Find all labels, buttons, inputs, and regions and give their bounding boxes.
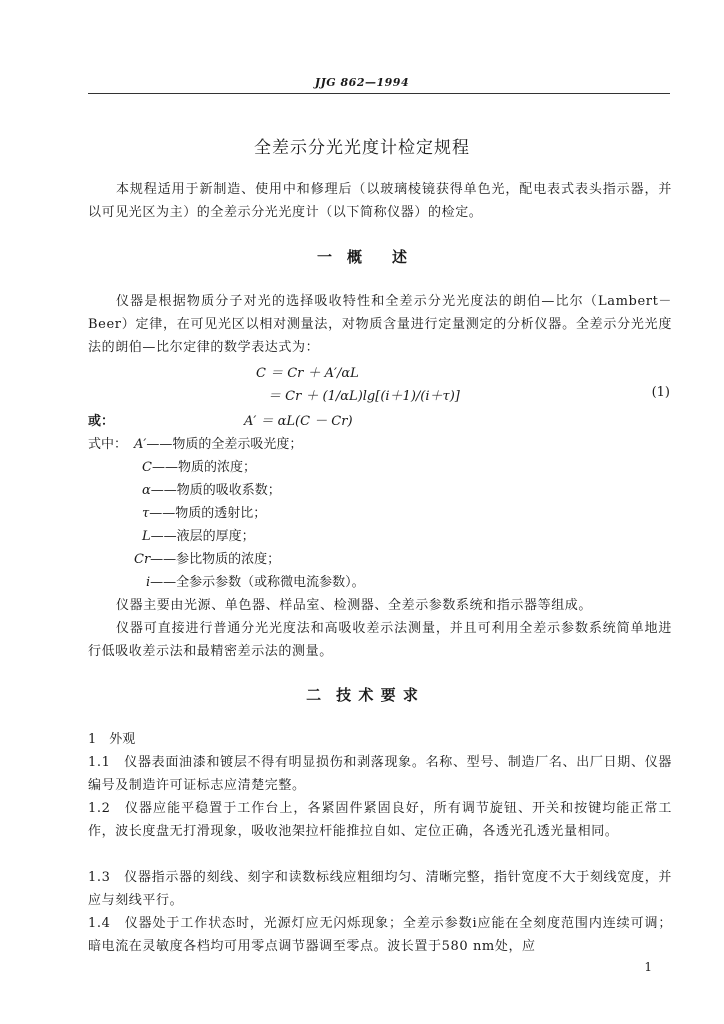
standard-code: JJG 862—1994 bbox=[314, 76, 410, 89]
definition-symbol: i bbox=[146, 575, 151, 590]
where-label: 式中： bbox=[88, 437, 128, 452]
composition-paragraph: 仪器主要由光源、单色器、样品室、检测器、全差示参数系统和指示器等组成。 bbox=[116, 598, 593, 613]
scope-paragraph: 本规程适用于新制造、使用中和修理后（以玻璃棱镜获得单色光，配电表式表头指示器，并以可见光区为主）的全差示分光光度计（以下简称仪器）的检定。 bbox=[88, 182, 672, 220]
definition-symbol: τ bbox=[142, 506, 150, 521]
equation-number: (1) bbox=[651, 385, 670, 400]
definition-row bbox=[146, 571, 365, 590]
equation-2: A′ ＝ αL(C － Cr) bbox=[244, 414, 353, 429]
principle-paragraph: 仪器是根据物质分子对光的选择吸收特性和全差示分光光度法的朗伯—比尔（Lambert－Beer）定律，在可见光区以相对测量法，对物质含量进行定量测定的分析仪器。全差示分光光度法的朗伯—比尔定律的数学表达式为： bbox=[88, 294, 672, 355]
measurement-paragraph: 仪器可直接进行普通分光光度法和高吸收差示法测量，并且可利用全差示参数系统简单地进行低吸收差示法和最精密差示法的测量。 bbox=[88, 621, 672, 659]
definition-symbol: Cr bbox=[134, 552, 151, 567]
header-rule bbox=[88, 93, 670, 94]
definition-text: ——全参示参数（或称微电流参数）。 bbox=[150, 575, 365, 590]
definition-text: ——物质的吸收系数； bbox=[150, 483, 281, 498]
definition-text: ——参比物质的浓度； bbox=[150, 552, 281, 567]
or-label: 或： bbox=[88, 414, 115, 429]
definition-row bbox=[142, 479, 281, 498]
clause-1-heading: 1 外观 bbox=[88, 732, 136, 747]
definition-row bbox=[142, 502, 266, 521]
definition-symbol: α bbox=[142, 483, 151, 498]
section-heading-technical-requirements: 二 技 术 要 求 bbox=[306, 686, 418, 704]
section-heading-overview: 一 概 述 bbox=[316, 248, 407, 266]
clause-1-3: 1.3 仪器指示器的刻线、刻字和读数标线应粗细均匀、清晰完整，指针宽度不大于刻线宽度，并应与刻线平行。 bbox=[88, 870, 672, 908]
definition-row bbox=[142, 456, 256, 475]
definition-text: ——物质的全差示吸光度； bbox=[146, 437, 303, 452]
definition-text: ——液层的厚度； bbox=[150, 529, 255, 544]
definition-symbol: C bbox=[142, 460, 152, 475]
document-title: 全差示分光光度计检定规程 bbox=[254, 138, 470, 158]
clause-1-4: 1.4 仪器处于工作状态时，光源灯应无闪烁现象；全差示参数i应能在全刻度范围内连续可调；暗电流在灵敏度各档均可用零点调节器调至零点。波长置于580 nm处，应 bbox=[88, 916, 672, 954]
definition-symbol: L bbox=[142, 529, 151, 544]
equation-1-line-1: C ＝ Cr ＋ A′/αL bbox=[256, 366, 359, 381]
definition-row bbox=[134, 433, 302, 452]
clause-1-2: 1.2 仪器应能平稳置于工作台上，各紧固件紧固良好，所有调节旋钮、开关和按键均能正常工作，波长度盘无打滑现象，吸收池架拉杆能推拉自如、定位正确，各透光孔透光量相同。 bbox=[88, 801, 672, 839]
definition-row bbox=[142, 525, 255, 544]
definition-text: ——物质的透射比； bbox=[149, 506, 267, 521]
definition-text: ——物质的浓度； bbox=[151, 460, 256, 475]
definition-symbol: A′ bbox=[134, 437, 147, 452]
definition-row bbox=[134, 548, 280, 567]
page-number: 1 bbox=[644, 960, 652, 974]
clause-1-1: 1.1 仪器表面油漆和镀层不得有明显损伤和剥落现象。名称、型号、制造厂名、出厂日期、仪器编号及制造许可证标志应清楚完整。 bbox=[88, 755, 672, 793]
equation-1-line-2: ＝ Cr ＋ (1/αL)lg[(i＋1)/(i＋τ)] bbox=[268, 389, 460, 404]
